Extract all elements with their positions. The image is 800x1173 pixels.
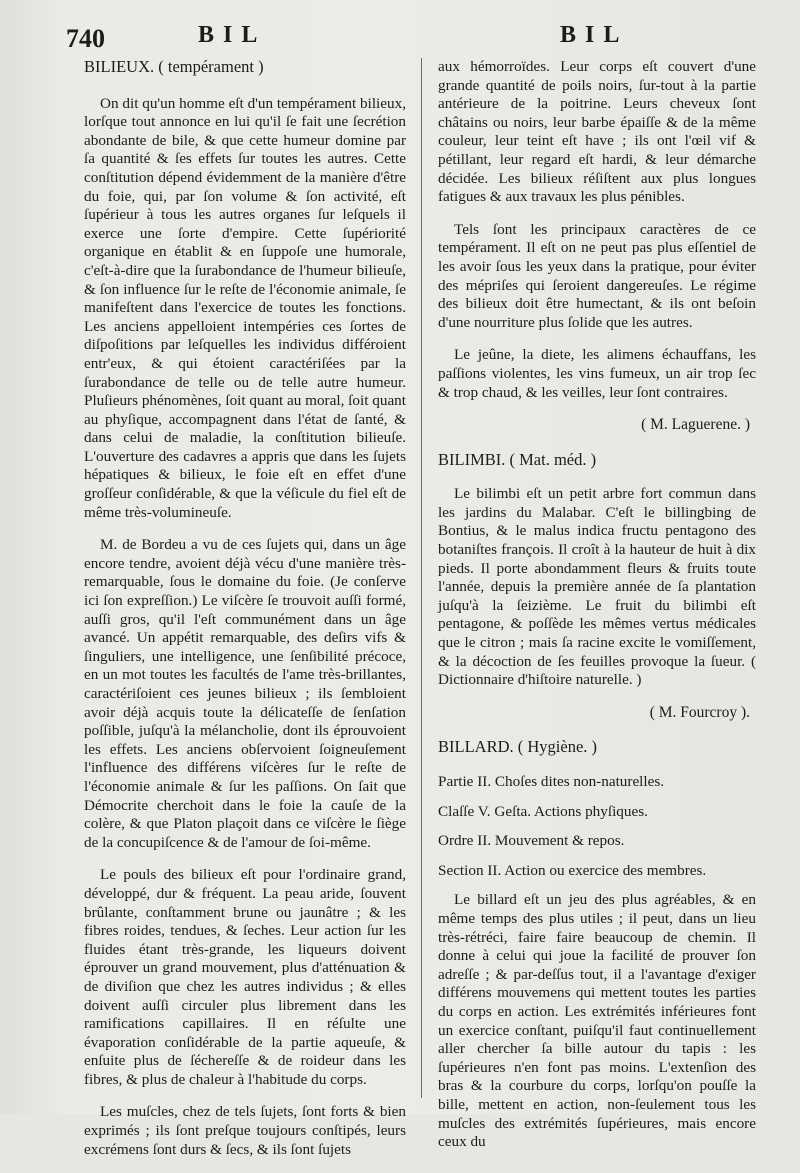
classification-line: Claſſe V. Geſta. Actions phyſiques. [438,802,648,820]
left-column [84,58,406,1173]
paragraph: Tels ſont les principaux caractères de ce tempérament. Il eſt on ne peut pas plus eſſentiel de les avoir ſous les yeux dans la pratique, pour éviter des mépriſes qui ſeroient dangereuſes. Le régime des bilieux doit être humectant, & ils ont beſoin d'une nourriture plus ſolide que les autres. [438,220,756,331]
paragraph: Le jeûne, la diete, les alimens échauffans, les paſſions violentes, les vins fumeux, un air trop ſec & trop chaud, & les veilles, leur ſont contraires. [438,346,756,401]
classification-line: Partie II. Choſes dites non-naturelles. [438,773,665,790]
author-signature: ( M. Fourcroy ). [649,703,750,721]
classification-line: Section II. Action ou exercice des membres. [438,861,707,879]
running-title-right: BIL [560,22,629,48]
running-title-left: BIL [198,22,267,48]
entry-title-bilieux: BILIEUX. ( tempérament ) [84,57,264,76]
paragraph: Le pouls des bilieux eſt pour l'ordinaire grand, développé, dur & fréquent. La peau aride, ſouvent brûlante, conſtamment brune ou jaunâtre ; & les fibres roides, tendues, & ſeches. Leur action ſur les fluides étant très-grande, les liqueurs doivent éprouver un grand mouvement, plus d'atténuation & de diviſion que chez les autres individus ; & elles doivent auſſi circuler plus librement dans les ramifications capillaires. Il en réſulte une évaporation conſidérable de la partie aqueuſe, & enſuite plus de ſéchereſſe & de roideur dans les fibres, & plus de chaleur à l'habitude du corps. [84,866,406,1088]
page-number: 740 [66,24,105,53]
entry-title-billard: BILLARD. ( Hygiène. ) [438,737,598,757]
right-column [438,58,756,1166]
paragraph: Le bilimbi eſt un petit arbre fort commun dans les jardins du Malabar. C'eſt le billingbing de Bontius, & le malus indica fructu pentagono des botaniſtes françois. Il croît à la hauteur de huit à dix pieds. Il porte abondamment fleurs & fruits toute l'année, depuis la première année de ſa plantation juſqu'à la ſeizième. Le fruit du bilimbi eſt pentagone, & poſſède les mêmes vertus médicales que le citron ; mais ſa racine excite le vomiſſement, & la décoction de ſes feuilles provoque la ſueur. ( Dictionnaire d'hiſtoire naturelle. ) [438,485,756,689]
paragraph: On dit qu'un homme eſt d'un tempérament bilieux, lorſque tout annonce en lui qu'il ſe fait une ſecrétion abondante de bile, & que cette humeur domine par ſa quantité & ſes effets ſur toutes les autres. Cette conſtitution dépend évidemment de la manière d'être du foie, qui, par ſon volume & ſon activité, eſt ſupérieur à tous les autres organes ſur leſquels il exerce une ſorte d'empire. Cette ſupériorité organique en établit & en ſuppoſe une humorale, c'eſt-à-dire que la ſurabondance de l'humeur bilieuſe, & ſon influence ſur le reſte de l'économie animale, ſe manifeſtent dans l'exercice de toutes les fonctions. Les anciens appelloient intempéries ces ſortes de diſpoſitions par leſquelles les individus différoient entr'eux, & qui étoient caractériſées par la ſurabondance de telle ou de telle autre humeur. Pluſieurs phénomènes, ſoit quant au moral, ſoit quant au phyſique, accompagnent dans l'état de ſanté, & dans celui de maladie, la conſtitution bilieuſe. L'ouverture des cadavres a appris que dans les ſujets hépatiques & bilieux, le foie eſt en effet d'une groſſeur conſidérable, & que la véſicule du fiel eſt de même très-volumineuſe. [84,94,406,521]
author-signature: ( M. Laguerene. ) [641,416,750,434]
paragraph: M. de Bordeu a vu de ces ſujets qui, dans un âge encore tendre, avoient déjà vécu d'une manière très-remarquable, ſous le domaine du foie. (Je conſerve ici ſon expreſſion.) Le viſcère ſe trouvoit auſſi formé, auſſi gros, qu'il l'eſt communément dans un âge avancé. Un appétit remarquable, des deſirs vifs & ſinguliers, une intelligence, une ſenſibilité précoce, en un mot toutes les facultés de l'ame très-brillantes, caractériſoient ces jeunes bilieux ; ils ſembloient avoir déjà acquis toute la délicateſſe de ſenſation poſſible, juſqu'à la mélancholie, dont ils éprouvoient les effets. Les anciens obſervoient ſoigneuſement l'influence des différens viſcères ſur le reſte de l'économie animale & ſur les paſſions. On ſait que Démocrite cherchoit dans le foie la cauſe de la colère, & que Platon plaçoit dans ce viſcère le ſiège de la concupiſcence & de l'amour de ſoi-même. [84,536,406,851]
column-rule [421,58,422,1098]
entry-title-bilimbi: BILIMBI. ( Mat. méd. ) [438,449,597,469]
classification-line: Ordre II. Mouvement & repos. [438,832,625,850]
paragraph: Le billard eſt un jeu des plus agréables, & en même temps des plus utiles ; il peut, dans un lieu très-rétréci, faire faire beaucoup de chemin. Il donne à celui qui joue la facilité de prouver ſon adreſſe ; & par-deſſus tout, il a l'avantage d'exiger différens mouvemens qui mettent toutes les parties du corps en action. Les extrémités inférieures font un exercice conſtant, puiſqu'il faut continuellement aller chercher ſa bille autour du tapis : les ſupérieures n'en font pas moins. L'extenſion des bras & la courbure du corps, lorſqu'on pouſſe la bille, mettent en action, non-ſeulement tous les muſcles des extrémités ſupérieures, mais encore ceux du [438,891,756,1151]
paragraph: Les muſcles, chez de tels ſujets, ſont forts & bien exprimés ; ils ſont preſque toujours conſtipés, leurs excrémens ſont durs & ſecs, & ils ſont ſujets [84,1103,406,1158]
paragraph: aux hémorroïdes. Leur corps eſt couvert d'une grande quantité de poils noirs, ſur-tout à la partie antérieure de la poitrine. Leurs cheveux ſont châtains ou noirs, leur barbe épaiſſe & de la même couleur, leur teint eſt have ; ils ont l'œil vif & pétillant, leur regard eſt hardi, & leur démarche décidée. Les bilieux réſiſtent aux plus longues fatigues & aux travaux les plus pénibles. [438,58,756,206]
running-header [0,20,800,54]
